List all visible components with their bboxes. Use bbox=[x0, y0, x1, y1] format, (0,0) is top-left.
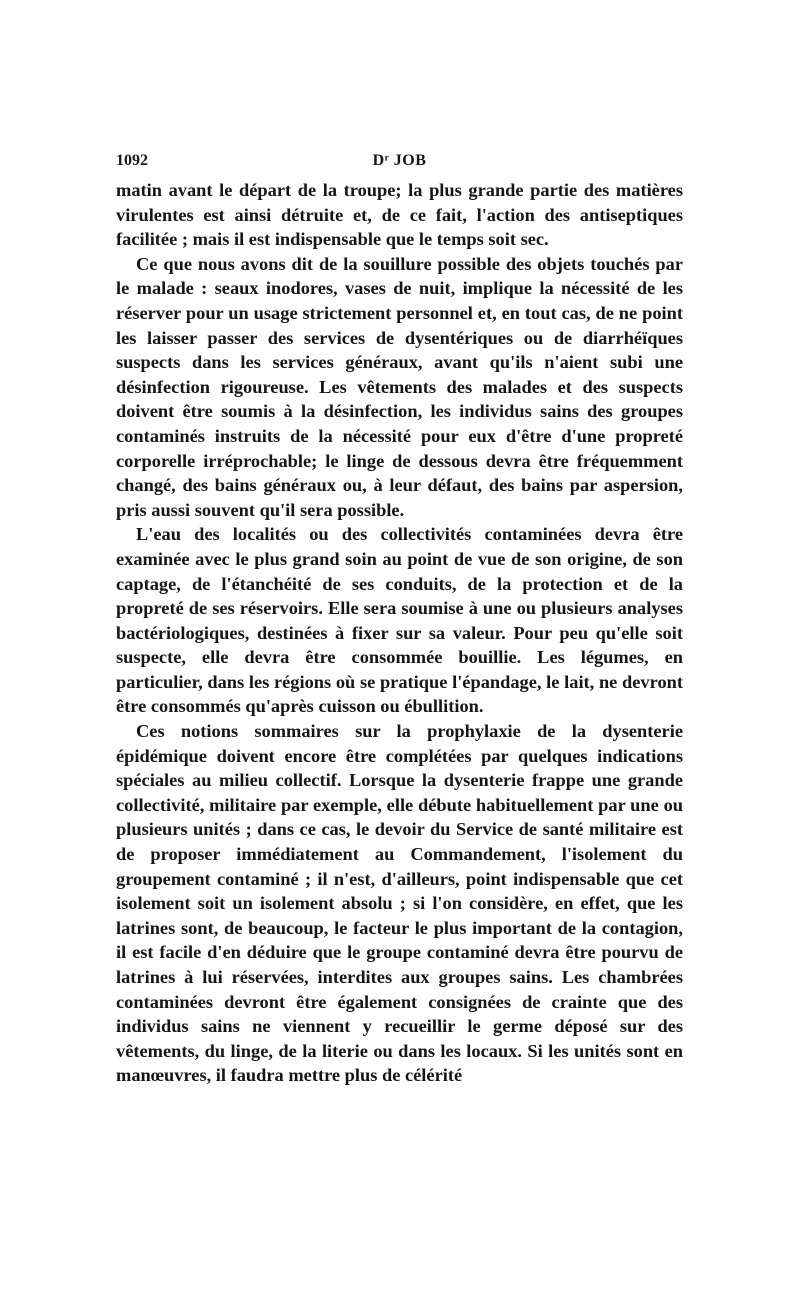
book-page bbox=[116, 152, 683, 1088]
running-head bbox=[116, 152, 683, 178]
paragraph-water: L'eau des localités ou des collectivités contaminées devra être examinée avec le plus grand soin au point de vue de son origine, de son captage, de l'étanchéité de ses conduits, de la protection et de la propreté de ses réservoirs. Elle sera soumise à une ou plusieurs analyses bactériologiques, destinées à fixer sur sa valeur. Pour peu qu'elle soit suspecte, elle devra être consommée bouillie. Les légumes, en particulier, dans les régions où se pratique l'épandage, le lait, ne devront être consommés qu'après cuisson ou ébullition. bbox=[116, 524, 683, 717]
paragraph-sanitation: Ce que nous avons dit de la souillure possible des objets touchés par le malade : seaux inodores, vases de nuit, implique la nécessité de les réserver pour un usage strictement personnel et, en tout cas, de ne point les laisser passer des services de dysentériques ou de diarrhéïques suspects dans les services généraux, avant qu'ils n'aient subi une désinfection rigoureuse. Les vêtements des malades et des suspects doivent être soumis à la désinfection, les individus sains des groupes contaminés instruits de la nécessité pour eux d'être d'une propreté corporelle irréprochable; le linge de dessous devra être fréquemment changé, des bains généraux ou, à leur défaut, des bains par aspersion, pris aussi souvent qu'il sera possible. bbox=[116, 253, 683, 520]
paragraph-continued: matin avant le départ de la troupe; la plus grande partie des matières virulentes est ainsi détruite et, de ce fait, l'action des antiseptiques facilitée ; mais il est indispensable que le temps soit sec. bbox=[116, 180, 683, 250]
running-title: Dʳ JOB bbox=[372, 152, 427, 169]
paragraph-collective: Ces notions sommaires sur la prophylaxie de la dysenterie épidémique doivent encore être complétées par quelques indications spéciales au milieu collectif. Lorsque la dysenterie frappe une grande collectivité, militaire par exemple, elle débute habituellement par une ou plusieurs unités ; dans ce cas, le devoir du Service de santé militaire est de proposer immédiatement au Commandement, l'isolement du groupement contaminé ; il n'est, d'ailleurs, point indispensable que cet isolement soit un isolement absolu ; si l'on considère, en effet, que les latrines sont, de beaucoup, le facteur le plus important de la contagion, il est facile d'en déduire que le groupe contaminé devra être pourvu de latrines à lui réservées, interdites aux groupes sains. Les chambrées contaminées devront être également consignées de crainte que des individus sains ne viennent y recueillir le germe déposé sur des vêtements, du linge, de la literie ou dans les locaux. Si les unités sont en manœuvres, il faudra mettre plus de célérité bbox=[116, 721, 683, 1086]
page-number: 1092 bbox=[116, 152, 148, 169]
body-text bbox=[116, 178, 683, 1088]
